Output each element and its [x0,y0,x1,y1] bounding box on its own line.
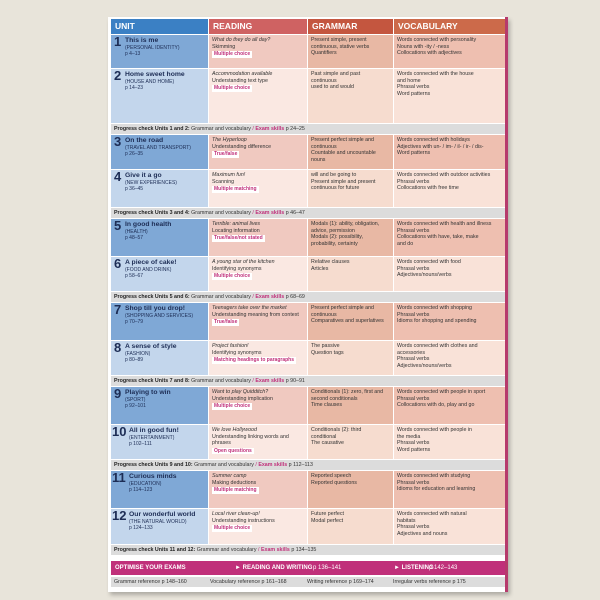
grammar-line: continuous [311,143,337,150]
page-edge [505,17,508,592]
contents-page [108,17,508,592]
grammar-cell [308,69,393,123]
unit-theme: (PERSONAL IDENTITY) [125,44,180,51]
grammar-cell [308,509,393,544]
optimise-exams-bar [111,561,505,575]
grammar-cell [308,387,393,424]
vocabulary-line: Words connected with food [397,259,461,265]
grammar-line: continuous [311,311,337,318]
unit-pages: p 80–89 [125,356,144,363]
vocabulary-line: Words connected with shopping [397,305,472,311]
grammar-line: Conditionals (2): third [311,427,362,433]
vocabulary-line: Phrasal verbs [397,479,430,486]
writing-reference: Writing reference p 169–174 [307,579,374,585]
grammar-line: Time clauses [311,402,343,408]
vocabulary-line: Words connected with natural [397,511,467,517]
unit-number: 8 [114,341,122,355]
vocabulary-line: Adjectives and nouns [397,530,448,537]
unit-cell [111,509,208,544]
grammar-line: second conditionals [311,395,358,402]
unit-theme: (HEALTH) [125,228,148,235]
reading-cell [209,219,307,256]
unit-title: A piece of cake! [125,259,177,266]
reading-skill: Skimming [212,43,236,50]
unit-title: In good health [125,221,172,228]
progress-check-pages: p 134–135 [291,547,317,553]
grammar-line: conditional [311,433,337,440]
unit-number: 11 [112,471,126,485]
exam-task-badge: Open questions [214,447,252,454]
grammar-line: used to and would [311,84,354,90]
listening-pages: p 142–143 [429,565,458,571]
header-vocabulary: VOCABULARY [394,19,505,34]
unit-row [111,341,505,375]
vocabulary-line: and home [397,77,421,84]
vocabulary-cell [394,35,505,68]
vocabulary-line: Word patterns [397,446,431,453]
unit-theme: (THE NATURAL WORLD) [129,518,187,525]
unit-pages: p 92–101 [125,402,146,409]
exam-task-badge: Matching headings to paragraphs [214,357,295,363]
vocabulary-line: Idioms for shopping and spending [397,318,477,324]
reading-cell [209,303,307,340]
vocabulary-line: Idioms for education and learning [397,486,476,492]
reading-cell [209,69,307,123]
grammar-line: Conditionals (1): zero, first and [311,389,384,395]
grammar-line: Future perfect [311,511,344,517]
vocabulary-line: Phrasal verbs [397,84,430,90]
grammar-reference: Grammar reference p 148–160 [114,579,187,585]
vocabulary-line: Words connected with clothes and [397,343,478,349]
unit-row [111,257,505,291]
vocabulary-line: Words connected with people in sport [397,389,486,395]
reading-cell [209,341,307,375]
grammar-cell [308,170,393,207]
reading-skill: Identifying synonyms [212,265,262,272]
unit-pages: p 114–123 [129,486,153,493]
grammar-line: Question tags [311,349,344,356]
unit-info [125,229,205,241]
unit-cell [111,35,208,68]
reading-title: Summer camp [212,473,247,479]
progress-check-pages: p 24–25 [285,126,305,132]
unit-number: 10 [112,425,127,439]
grammar-line: Articles [311,265,329,272]
vocabulary-line: Collocations with free time [397,185,459,191]
exam-skills-label: Exam skills [255,294,285,300]
unit-pages: p 26–35 [125,150,144,157]
separator: / [252,294,254,300]
vocabulary-line: Phrasal verbs [397,311,430,318]
vocabulary-line: the media [397,433,421,440]
progress-check-row [111,460,505,470]
reading-cell [209,471,307,508]
header-unit: UNIT [111,19,208,34]
exam-task-badge: True/false [214,319,238,325]
unit-info [125,397,205,409]
vocabulary-line: Adjectives with un- / im- / il- / ir- / dis- [397,143,484,150]
grammar-vocab-label: Grammar and vocabulary [191,210,251,216]
grammar-cell [308,471,393,508]
reading-title: Accommodation available [212,71,273,77]
unit-info [125,180,205,192]
progress-check-label: Progress check Units 5 and 6: [114,294,190,300]
reading-title: Teenagers take over the market [212,305,287,311]
progress-check-row [111,376,505,386]
unit-cell [111,170,208,207]
vocabulary-line: Words connected with outdoor activities [397,172,491,178]
grammar-line: Countable and uncountable [311,150,376,156]
vocabulary-line: accessories [397,349,425,356]
unit-title: On the road [125,137,164,144]
grammar-line: Past simple and past [311,71,361,77]
grammar-line: Present perfect simple and [311,305,375,311]
references-bar [111,577,505,587]
reading-title: Want to play Quidditch? [212,389,269,395]
unit-row [111,135,505,169]
grammar-line: Modals (1): ability, obligation, [311,221,380,227]
grammar-cell [308,219,393,256]
unit-theme: (SPORT) [125,396,146,403]
vocabulary-line: habitats [397,517,416,524]
unit-info [125,351,205,363]
exam-task-badge: Multiple matching [214,186,257,192]
unit-pages: p 4–13 [125,50,141,57]
grammar-line: Relative clauses [311,259,350,265]
progress-check-row [111,292,505,302]
unit-cell [111,341,208,375]
reading-skill: Scanning [212,178,235,185]
unit-cell [111,303,208,340]
vocabulary-line: Collocations with have, take, make [397,234,479,240]
vocabulary-line: Phrasal verbs [397,395,430,402]
grammar-line: Present simple, present [311,37,367,43]
progress-check-pages: p 68–69 [285,294,305,300]
separator: / [258,547,260,553]
vocabulary-line: and do [397,240,414,247]
vocabulary-line: Phrasal verbs [397,440,430,446]
exam-task-badge: Multiple choice [214,51,251,57]
grammar-line: Comparatives and superlatives [311,318,384,324]
reading-cell [209,509,307,544]
grammar-cell [308,425,393,459]
vocabulary-cell [394,170,505,207]
progress-check-label: Progress check Units 9 and 10: [114,462,193,468]
unit-title: All in good fun! [129,427,179,434]
unit-row [111,170,505,207]
reading-skill: Understanding linking words and phrases [212,433,289,446]
vocabulary-line: Nouns with -ity / -ness [397,43,450,50]
grammar-line: continuous, stative verbs [311,43,370,50]
exam-task-badge: True/false [214,151,238,157]
grammar-line: Quantifiers [311,50,337,56]
unit-number: 4 [114,170,122,184]
unit-title: Curious minds [129,473,177,480]
unit-title: Give it a go [125,172,162,179]
progress-check-label: Progress check Units 3 and 4: [114,210,190,216]
vocabulary-line: Phrasal verbs [397,524,430,530]
unit-cell [111,387,208,424]
unit-info [129,435,205,447]
progress-check-row [111,124,505,134]
reading-title: A young star of the kitchen [212,259,275,265]
unit-theme: (EDUCATION) [129,480,162,487]
reading-title: Local river clean-up! [212,511,260,517]
vocabulary-line: Adjectives/nouns/verbs [397,272,452,278]
vocabulary-line: Words connected with people in [397,427,472,433]
reading-title: Terrible: animal lives [212,221,261,227]
vocabulary-line: Phrasal verbs [397,178,430,185]
grammar-line: The passive [311,343,340,349]
reading-skill: Making deductions [212,479,257,486]
grammar-line: will and be going to [311,172,357,178]
reading-skill: Identifying synonyms [212,349,262,356]
unit-info [125,79,205,91]
vocabulary-line: Collocations with adjectives [397,50,462,56]
grammar-line: advice, permission [311,227,355,234]
unit-theme: (ENTERTAINMENT) [129,434,175,441]
optimise-title: OPTIMISE YOUR EXAMS [115,565,186,571]
vocabulary-cell [394,425,505,459]
vocabulary-line: Words connected with health and illness [397,221,492,227]
unit-pages: p 14–23 [125,84,144,91]
reading-skill: Understanding difference [212,143,272,150]
unit-row [111,303,505,340]
progress-check-label: Progress check Units 11 and 12: [114,547,196,553]
unit-cell [111,135,208,169]
vocabulary-cell [394,471,505,508]
vocabulary-cell [394,135,505,169]
vocabulary-cell [394,341,505,375]
reading-skill: Understanding implication [212,395,273,402]
grammar-line: The causative [311,440,344,446]
listening-label: ► LISTENING [394,565,434,571]
unit-cell [111,425,208,459]
grammar-line: Present perfect simple and [311,137,375,143]
exam-skills-label: Exam skills [258,462,288,468]
reading-skill: Understanding instructions [212,517,275,524]
reading-writing-pages: p 136–141 [313,565,342,571]
exam-task-badge: Multiple choice [214,525,251,531]
vocabulary-line: Words connected with personality [397,37,477,43]
vocabulary-line: Phrasal verbs [397,356,430,362]
unit-theme: (HOUSE AND HOME) [125,78,175,85]
unit-info [125,45,205,57]
exam-task-badge: True/false/not stated [214,235,263,241]
reading-title: The Hyperloop [212,137,247,143]
progress-check-row [111,545,505,555]
unit-row [111,35,505,68]
reading-title: We love Hollywood [212,427,257,433]
exam-skills-label: Exam skills [255,378,285,384]
reading-cell [209,170,307,207]
progress-check-pages: p 112–113 [288,462,313,468]
separator: / [252,210,254,216]
grammar-line: continuous [311,77,337,84]
unit-cell [111,219,208,256]
vocabulary-line: Words connected with holidays [397,137,470,143]
grammar-cell [308,303,393,340]
grammar-line: Modals (2): possibility, [311,234,364,240]
unit-cell [111,257,208,291]
reading-title: What do they do all day? [212,37,271,43]
vocabulary-reference: Vocabulary reference p 161–168 [210,579,287,585]
progress-check-label: Progress check Units 1 and 2: [114,126,190,132]
vocabulary-cell [394,69,505,123]
exam-skills-label: Exam skills [255,126,285,132]
irregular-verbs-reference: Irregular verbs reference p 175 [393,579,466,585]
progress-check-pages: p 46–47 [285,210,305,216]
grammar-vocab-label: Grammar and vocabulary [191,126,251,132]
unit-number: 12 [112,509,127,523]
exam-skills-label: Exam skills [255,210,285,216]
exam-task-badge: Multiple choice [214,85,251,91]
vocabulary-line: Word patterns [397,90,431,97]
unit-row [111,471,505,508]
unit-number: 1 [114,35,122,49]
vocabulary-line: Adjectives/nouns/verbs [397,362,452,369]
grammar-line: Reported speech [311,473,352,479]
reading-skill: Understanding meaning from context [212,311,299,318]
unit-number: 5 [114,219,122,233]
grammar-vocab-label: Grammar and vocabulary [191,294,251,300]
grammar-vocab-label: Grammar and vocabulary [191,378,251,384]
reading-skill: Locating information [212,227,260,234]
exam-skills-label: Exam skills [260,547,290,553]
unit-pages: p 70–79 [125,318,144,325]
unit-info [129,519,205,531]
grammar-cell [308,35,393,68]
unit-number: 2 [114,69,122,83]
unit-info [125,145,205,157]
grammar-line: Modal perfect [311,517,344,524]
unit-theme: (SHOPPING AND SERVICES) [125,312,193,319]
unit-theme: (FASHION) [125,350,151,357]
reading-writing-label: ► READING AND WRITING [235,565,313,571]
unit-theme: (TRAVEL AND TRANSPORT) [125,144,191,151]
unit-row [111,387,505,424]
vocabulary-cell [394,387,505,424]
header-grammar: GRAMMAR [308,19,393,34]
reading-title: Maximum fun! [212,172,246,178]
vocabulary-cell [394,257,505,291]
grammar-line: Present simple and present [311,178,376,185]
unit-pages: p 124–133 [129,524,153,531]
unit-row [111,425,505,459]
vocabulary-cell [394,509,505,544]
unit-title: This is me [125,37,159,44]
reading-cell [209,387,307,424]
grammar-line: probability, certainty [311,240,358,247]
exam-task-badge: Multiple choice [214,403,251,409]
grammar-line: nouns [311,156,326,163]
unit-number: 9 [114,387,122,401]
grammar-line: continuous for future [311,185,360,191]
vocabulary-line: Words connected with studying [397,473,471,479]
unit-row [111,69,505,123]
unit-title: Playing to win [125,389,171,396]
reading-title: Project fashion! [212,343,249,349]
vocabulary-cell [394,219,505,256]
grammar-cell [308,135,393,169]
unit-title: Home sweet home [125,71,185,78]
unit-number: 3 [114,135,122,149]
separator: / [255,462,257,468]
grammar-cell [308,257,393,291]
grammar-vocab-label: Grammar and vocabulary [194,462,254,468]
separator: / [252,126,254,132]
unit-theme: (FOOD AND DRINK) [125,266,172,273]
grammar-line: Reported questions [311,479,357,486]
unit-cell [111,69,208,123]
unit-pages: p 58–67 [125,272,144,279]
unit-info [129,481,205,493]
unit-pages: p 36–45 [125,185,144,192]
vocabulary-cell [394,303,505,340]
reading-cell [209,35,307,68]
unit-title: Shop till you drop! [125,305,186,312]
unit-title: A sense of style [125,343,177,350]
reading-skill: Understanding text type [212,77,268,84]
separator: / [252,378,254,384]
reading-cell [209,135,307,169]
unit-info [125,313,205,325]
progress-check-row [111,208,505,218]
unit-info [125,267,205,279]
unit-number: 6 [114,257,122,271]
unit-pages: p 102–111 [129,440,152,447]
exam-task-badge: Multiple matching [214,487,257,493]
progress-check-pages: p 90–91 [285,378,305,384]
reading-cell [209,425,307,459]
unit-row [111,219,505,256]
unit-row [111,509,505,544]
unit-title: Our wonderful world [129,511,196,518]
vocabulary-line: Words connected with the house [397,71,474,77]
vocabulary-line: Collocations with do, play and go [397,402,475,408]
grammar-cell [308,341,393,375]
unit-cell [111,471,208,508]
vocabulary-line: Phrasal verbs [397,227,430,234]
vocabulary-line: Word patterns [397,150,431,156]
header-reading: READING [209,19,307,34]
exam-task-badge: Multiple choice [214,273,251,279]
reading-cell [209,257,307,291]
unit-theme: (NEW EXPERIENCES) [125,179,177,186]
unit-pages: p 48–57 [125,234,144,241]
grammar-vocab-label: Grammar and vocabulary [196,547,257,553]
vocabulary-line: Phrasal verbs [397,265,430,272]
unit-number: 7 [114,303,122,317]
progress-check-label: Progress check Units 7 and 8: [114,378,190,384]
